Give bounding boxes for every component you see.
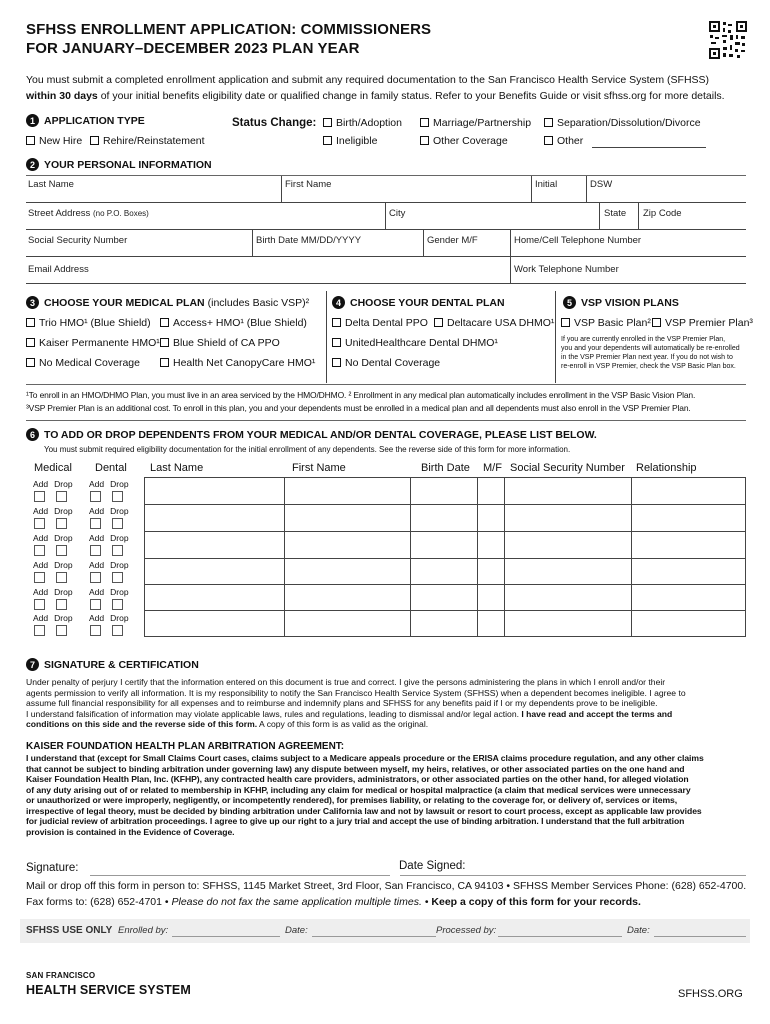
cert-bold-text: conditions on this side and the reverse side of this form. <box>26 719 258 729</box>
vsp-premier-note <box>561 335 740 371</box>
ineligible-checkbox[interactable] <box>323 136 332 145</box>
dental-drop-checkbox[interactable] <box>112 572 123 583</box>
col-header-medical: Medical <box>34 462 72 474</box>
dental-add-checkbox[interactable] <box>90 491 101 502</box>
divider <box>423 230 424 256</box>
section-2-heading <box>26 158 212 171</box>
dental-add-checkbox[interactable] <box>90 545 101 556</box>
dental-add-drop-labels <box>89 533 129 543</box>
blue-shield-ppo-label: Blue Shield of CA PPO <box>173 337 280 349</box>
separation-checkbox[interactable] <box>544 118 553 127</box>
table-row <box>145 584 745 585</box>
section-5-number: 5 <box>563 296 576 309</box>
fax-warning: Please do not fax the same application multiple times. <box>171 896 422 908</box>
deltacare-checkbox[interactable] <box>434 318 443 327</box>
drop-label: Drop <box>54 479 73 489</box>
dental-add-drop-labels <box>89 506 129 516</box>
drop-label: Drop <box>54 560 73 570</box>
section-6-heading <box>26 428 597 441</box>
drop-label: Drop <box>110 613 129 623</box>
fax-instructions <box>26 896 641 908</box>
section-6-title: TO ADD OR DROP DEPENDENTS FROM YOUR MEDICAL AND/OR DENTAL COVERAGE, PLEASE LIST BELOW. <box>44 428 597 441</box>
section-1-number: 1 <box>26 114 39 127</box>
city-label: City <box>389 208 406 219</box>
section-6-number: 6 <box>26 428 39 441</box>
vsp-note-line: in the VSP Premier Plan next year. If you do not wish to <box>561 354 733 361</box>
medical-drop-checkbox[interactable] <box>56 625 67 636</box>
section-3-number: 3 <box>26 296 39 309</box>
divider <box>252 230 253 256</box>
medical-add-checkbox[interactable] <box>34 491 45 502</box>
processed-by-label: Processed by: <box>436 925 497 936</box>
col-header-dental: Dental <box>95 462 127 474</box>
col-header-relationship: Relationship <box>636 462 697 474</box>
drop-label: Drop <box>110 479 129 489</box>
vsp-premier-label: VSP Premier Plan³ <box>665 317 753 329</box>
date-label: Date: <box>627 925 650 936</box>
access-hmo-checkbox[interactable] <box>160 318 169 327</box>
work-phone-label: Work Telephone Number <box>514 264 619 275</box>
kaiser-line: for judicial review of arbitration proceedings. I agree to give up our right to a jury trial and accept the use of binding arbitration. I understand that the full arbitration <box>26 816 685 826</box>
add-label: Add <box>89 587 105 597</box>
row-divider <box>26 256 746 257</box>
date-field[interactable] <box>312 936 436 937</box>
section-2-title: YOUR PERSONAL INFORMATION <box>44 158 212 171</box>
table-column-divider <box>410 478 411 636</box>
signature-label: Signature: <box>26 862 79 874</box>
section-3-heading <box>26 296 309 309</box>
cert-line: assume full financial responsibility for all expenses and to reimburse and indemnify plans and SFHSS for any benefits paid if I or my dependents prove to be ineligible. <box>26 698 658 708</box>
footnote-2: ³VSP Premier Plan is an additional cost. To enroll in this plan, you and your dependents must be enrolled in a medical plan and all dependents must also enroll in the VSP Premier Plan. <box>26 403 691 413</box>
intro-line-2 <box>26 90 725 102</box>
title-line-1: SFHSS ENROLLMENT APPLICATION: COMMISSIONERS <box>26 21 432 38</box>
trio-hmo-checkbox[interactable] <box>26 318 35 327</box>
personal-info-top-border <box>26 175 746 176</box>
table-column-divider <box>631 478 632 636</box>
kaiser-checkbox[interactable] <box>26 338 35 347</box>
no-medical-option[interactable] <box>26 357 140 369</box>
form-title <box>26 20 431 58</box>
medical-add-checkbox[interactable] <box>34 599 45 610</box>
processed-by-field[interactable] <box>498 936 622 937</box>
health-net-label: Health Net CanopyCare HMO¹ <box>173 357 316 369</box>
kaiser-line: I understand that (except for Small Claims Court cases, claims subject to a Medicare appeals procedure or the ERISA claims procedure regulation, and any other claims <box>26 753 704 763</box>
section-7-number: 7 <box>26 658 39 671</box>
medical-add-drop-labels <box>33 479 73 489</box>
dental-add-drop-labels <box>89 560 129 570</box>
delta-ppo-label: Delta Dental PPO <box>345 317 428 329</box>
medical-add-drop-labels <box>33 587 73 597</box>
table-column-divider <box>504 478 505 636</box>
dental-drop-checkbox[interactable] <box>112 599 123 610</box>
medical-add-checkbox[interactable] <box>34 572 45 583</box>
table-column-divider <box>284 478 285 636</box>
new-hire-checkbox[interactable] <box>26 136 35 145</box>
divider <box>599 203 600 229</box>
col-header-ssn: Social Security Number <box>510 462 625 474</box>
ineligible-option[interactable] <box>323 135 377 147</box>
medical-add-checkbox[interactable] <box>34 545 45 556</box>
medical-add-drop-labels <box>33 560 73 570</box>
no-po-boxes-note: (no P.O. Boxes) <box>92 209 149 218</box>
section-2-number: 2 <box>26 158 39 171</box>
uhc-option[interactable] <box>332 337 498 349</box>
vsp-basic-checkbox[interactable] <box>561 318 570 327</box>
uhc-label: UnitedHealthcare Dental DHMO¹ <box>345 337 498 349</box>
deltacare-label: Deltacare USA DHMO¹ <box>447 317 555 329</box>
section-4-heading <box>332 296 505 309</box>
date-field[interactable] <box>654 936 746 937</box>
ineligible-label: Ineligible <box>336 135 378 147</box>
footnotes-bottom-border <box>26 420 746 421</box>
dsw-label: DSW <box>590 179 613 190</box>
gender-label: Gender M/F <box>427 235 478 246</box>
divider <box>385 203 386 229</box>
intro-line-1: You must submit a completed enrollment application and submit any required documentation to the San Francisco Health Service System (SFHSS) <box>26 74 710 86</box>
rehire-checkbox[interactable] <box>90 136 99 145</box>
section-5-heading <box>563 296 679 309</box>
drop-label: Drop <box>110 560 129 570</box>
birth-date-label: Birth Date MM/DD/YYYY <box>256 235 362 246</box>
vsp-premier-checkbox[interactable] <box>652 318 661 327</box>
kaiser-arbitration-paragraph <box>26 753 704 837</box>
table-row <box>145 558 745 559</box>
other-coverage-checkbox[interactable] <box>420 136 429 145</box>
rehire-option[interactable] <box>90 135 205 147</box>
other-coverage-option[interactable] <box>420 135 508 147</box>
medical-drop-checkbox[interactable] <box>56 545 67 556</box>
medical-add-checkbox[interactable] <box>34 625 45 636</box>
medical-add-drop-labels <box>33 533 73 543</box>
drop-label: Drop <box>54 506 73 516</box>
birth-adoption-option[interactable] <box>323 117 402 129</box>
initial-label: Initial <box>535 179 558 190</box>
add-label: Add <box>33 613 49 623</box>
add-label: Add <box>89 479 105 489</box>
table-row <box>145 504 745 505</box>
dental-drop-checkbox[interactable] <box>112 625 123 636</box>
section-5-title: VSP VISION PLANS <box>581 296 679 309</box>
trio-hmo-option[interactable] <box>26 317 151 329</box>
section-1-heading <box>26 114 145 127</box>
marriage-label: Marriage/Partnership <box>433 117 532 129</box>
kaiser-line: provision is contained in the Evidence of Coverage. <box>26 826 235 837</box>
new-hire-label: New Hire <box>39 135 83 147</box>
other-option[interactable] <box>544 135 583 147</box>
add-label: Add <box>89 533 105 543</box>
divider <box>510 257 511 283</box>
no-dental-label: No Dental Coverage <box>345 357 441 369</box>
rehire-label: Rehire/Reinstatement <box>103 135 205 147</box>
first-name-label: First Name <box>285 179 332 190</box>
dental-add-checkbox[interactable] <box>90 625 101 636</box>
other-coverage-label: Other Coverage <box>433 135 508 147</box>
separation-label: Separation/Dissolution/Divorce <box>557 117 701 129</box>
dental-add-drop-labels <box>89 587 129 597</box>
new-hire-option[interactable] <box>26 135 82 147</box>
delta-ppo-option[interactable] <box>332 317 428 329</box>
cert-text: I understand falsification of information may violate applicable laws, rules and regulations, leading to dismissal and/or legal action. <box>26 708 519 719</box>
table-row <box>145 610 745 611</box>
last-name-label: Last Name <box>28 179 74 190</box>
medical-drop-checkbox[interactable] <box>56 491 67 502</box>
home-phone-label: Home/Cell Telephone Number <box>514 235 642 246</box>
certification-paragraph <box>26 677 686 730</box>
col-header-first-name: First Name <box>292 462 346 474</box>
personal-info-bottom-border <box>26 283 746 284</box>
cert-text: A copy of this form is as valid as the original. <box>259 719 429 729</box>
dental-add-checkbox[interactable] <box>90 518 101 529</box>
zip-code-label: Zip Code <box>643 208 682 219</box>
street-address-label <box>28 208 149 219</box>
kaiser-line: Kaiser Foundation Health Plan, Inc. (KFHP), any contracted health care providers, administrators, or other associated parties on the other hand, for alleged violation <box>26 774 689 784</box>
office-use-label: SFHSS USE ONLY <box>26 925 113 936</box>
drop-label: Drop <box>54 587 73 597</box>
vsp-premier-option[interactable] <box>652 317 753 329</box>
keep-copy-note: Keep a copy of this form for your records. <box>431 896 641 908</box>
medical-add-checkbox[interactable] <box>34 518 45 529</box>
kaiser-line: or unauthorized or were improperly, negligently, or incompetently rendered), for premises liability, or relating to the coverage for, or delivery of, services or items, <box>26 795 678 805</box>
col-header-birth-date: Birth Date <box>421 462 470 474</box>
health-net-option[interactable] <box>160 357 315 369</box>
cert-line: agents permission to verify all information. It is my responsibility to notify the San Francisco Health Service System (SFHSS) when a dependent becomes ineligible. I agree to <box>26 687 686 698</box>
bullet-separator: • <box>424 896 429 908</box>
kaiser-line: of any duty arising out of or related to membership in KFHP, including any claim for medical or hospital malpractice (a claim that medical services were unnecessary <box>26 784 691 795</box>
dental-drop-checkbox[interactable] <box>112 491 123 502</box>
dental-drop-checkbox[interactable] <box>112 518 123 529</box>
dental-add-drop-labels <box>89 479 129 489</box>
drop-label: Drop <box>110 506 129 516</box>
website[interactable]: SFHSS.ORG <box>678 988 743 1000</box>
birth-adoption-checkbox[interactable] <box>323 118 332 127</box>
trio-hmo-label: Trio HMO¹ (Blue Shield) <box>39 317 151 329</box>
add-label: Add <box>33 479 49 489</box>
cert-line <box>26 709 686 720</box>
cert-line <box>26 719 686 730</box>
no-dental-option[interactable] <box>332 357 440 369</box>
section-7-title: SIGNATURE & CERTIFICATION <box>44 658 199 671</box>
cert-bold-text: I have read and accept the terms and <box>521 708 673 719</box>
other-write-line[interactable] <box>592 147 706 148</box>
plan-divider <box>326 291 327 383</box>
add-label: Add <box>33 506 49 516</box>
add-label: Add <box>33 587 49 597</box>
section-3-subtitle: (includes Basic VSP)² <box>207 296 310 309</box>
table-column-divider <box>477 478 478 636</box>
kaiser-label: Kaiser Permanente HMO¹ <box>39 337 160 349</box>
qr-code-icon <box>708 20 748 60</box>
drop-label: Drop <box>54 613 73 623</box>
logo-big-text: HEALTH SERVICE SYSTEM <box>26 983 191 997</box>
fax-number: Fax forms to: (628) 652-4701 • <box>26 896 169 908</box>
title-line-2: FOR JANUARY–DECEMBER 2023 PLAN YEAR <box>26 40 360 57</box>
delta-ppo-checkbox[interactable] <box>332 318 341 327</box>
row-divider <box>26 229 746 230</box>
vsp-basic-label: VSP Basic Plan² <box>574 317 651 329</box>
date-signed-field[interactable] <box>400 875 746 876</box>
deltacare-option[interactable] <box>434 317 554 329</box>
dependents-table <box>144 477 746 637</box>
add-label: Add <box>33 533 49 543</box>
divider <box>531 176 532 202</box>
drop-label: Drop <box>54 533 73 543</box>
kaiser-line: irrespective of legal theory, must be decided by binding arbitration under California law and not by lawsuit or resort to court process, except as applicable law provides <box>26 805 702 816</box>
no-medical-checkbox[interactable] <box>26 358 35 367</box>
blue-shield-ppo-checkbox[interactable] <box>160 338 169 347</box>
access-hmo-option[interactable] <box>160 317 307 329</box>
kaiser-line: that cannot be subject to binding arbitration under governing law) any dispute between myself, my heirs, relatives, or other associated parties on the one hand and <box>26 763 685 774</box>
add-label: Add <box>33 560 49 570</box>
dental-add-checkbox[interactable] <box>90 572 101 583</box>
divider <box>638 203 639 229</box>
health-net-checkbox[interactable] <box>160 358 169 367</box>
section-6-subtitle: You must submit required eligibility documentation for the initial enrollment of any dependents. See the reverse side of this form for more information. <box>44 445 571 454</box>
dental-add-drop-labels <box>89 613 129 623</box>
ssn-label: Social Security Number <box>28 235 128 246</box>
cert-line: Under penalty of perjury I certify that the information entered on this document is true and correct. I give the persons administering the plans in which I enroll and/or their <box>26 677 666 687</box>
drop-label: Drop <box>110 587 129 597</box>
section-7-heading <box>26 658 199 671</box>
plan-divider <box>555 291 556 383</box>
enrolled-by-field[interactable] <box>172 936 280 937</box>
footnote-1: ¹To enroll in an HMO/DHMO Plan, you must live in an area serviced by the HMO/DHMO. ² Enrollment in any medical plan automatically includes enrollment in the VSP Basic Vision Plan. <box>26 390 696 400</box>
status-change-label: Status Change: <box>232 117 317 129</box>
intro-bold: within 30 days <box>26 90 98 102</box>
vsp-note-line: If you are currently enrolled in the VSP Premier Plan, <box>561 336 726 343</box>
drop-label: Drop <box>110 533 129 543</box>
no-dental-checkbox[interactable] <box>332 358 341 367</box>
add-label: Add <box>89 613 105 623</box>
medical-add-drop-labels <box>33 613 73 623</box>
intro-rest: of your initial benefits eligibility date or qualified change in family status. Refer to your Benefits Guide or visit sfhss.org for more details. <box>100 90 725 102</box>
signature-field[interactable] <box>90 875 390 876</box>
medical-drop-checkbox[interactable] <box>56 572 67 583</box>
blue-shield-ppo-option[interactable] <box>160 337 280 349</box>
separation-option[interactable] <box>544 117 701 129</box>
col-header-mf: M/F <box>483 462 502 474</box>
marriage-checkbox[interactable] <box>420 118 429 127</box>
section-3-title: CHOOSE YOUR MEDICAL PLAN <box>44 296 205 309</box>
access-hmo-label: Access+ HMO¹ (Blue Shield) <box>173 317 307 329</box>
divider <box>586 176 587 202</box>
divider <box>281 176 282 202</box>
email-label: Email Address <box>28 264 89 275</box>
kaiser-arbitration-title: KAISER FOUNDATION HEALTH PLAN ARBITRATION AGREEMENT: <box>26 741 345 752</box>
divider <box>510 230 511 256</box>
dental-add-checkbox[interactable] <box>90 599 101 610</box>
dental-drop-checkbox[interactable] <box>112 545 123 556</box>
date-signed-label: Date Signed: <box>399 860 466 872</box>
state-label: State <box>604 208 627 219</box>
section-1-title: APPLICATION TYPE <box>44 114 145 127</box>
table-row <box>145 531 745 532</box>
enrolled-by-label: Enrolled by: <box>118 925 169 936</box>
logo-small-text: SAN FRANCISCO <box>26 971 96 980</box>
add-label: Add <box>89 506 105 516</box>
no-medical-label: No Medical Coverage <box>39 357 140 369</box>
marriage-option[interactable] <box>420 117 531 129</box>
col-header-last-name: Last Name <box>150 462 204 474</box>
add-label: Add <box>89 560 105 570</box>
kaiser-option[interactable] <box>26 337 160 349</box>
date-label: Date: <box>285 925 308 936</box>
section-4-title: CHOOSE YOUR DENTAL PLAN <box>350 296 505 309</box>
other-checkbox[interactable] <box>544 136 553 145</box>
uhc-checkbox[interactable] <box>332 338 341 347</box>
street-address-text: Street Address <box>28 208 91 219</box>
medical-add-drop-labels <box>33 506 73 516</box>
plans-bottom-border <box>26 384 746 385</box>
medical-drop-checkbox[interactable] <box>56 518 67 529</box>
section-4-number: 4 <box>332 296 345 309</box>
vsp-note-line: you and your dependents will automatically be re-enrolled <box>561 345 740 352</box>
vsp-basic-option[interactable] <box>561 317 651 329</box>
medical-drop-checkbox[interactable] <box>56 599 67 610</box>
vsp-note-line: re-enroll in VSP Premier, check the VSP Basic Plan box. <box>561 363 736 370</box>
mail-instructions: Mail or drop off this form in person to: SFHSS, 1145 Market Street, 3rd Floor, San Francisco, CA 94103 • SFHSS Member Services Phone: (628) 652-4700. <box>26 880 747 892</box>
birth-adoption-label: Birth/Adoption <box>336 117 402 129</box>
other-label: Other <box>557 135 584 147</box>
